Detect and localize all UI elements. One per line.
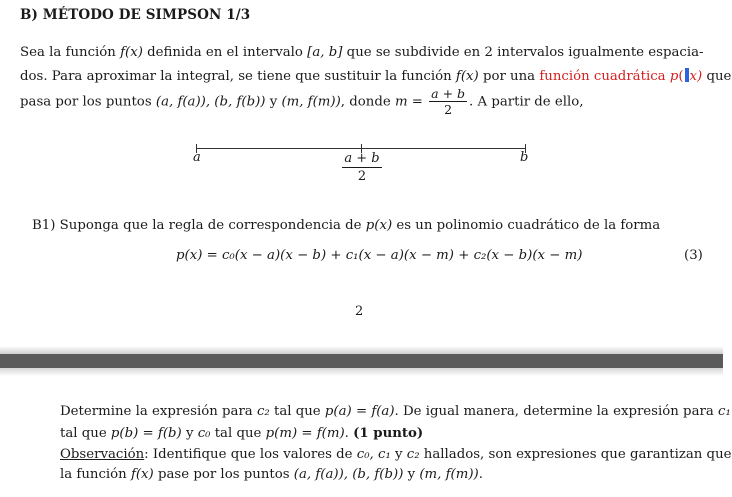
math-c1: c₁: [718, 404, 731, 419]
equation-3: p(x) = c₀(x − a)(x − b) + c₁(x − a)(x − m) + c₂(x − b)(x − m): [176, 248, 583, 263]
text: , donde: [340, 94, 395, 110]
text: y: [181, 426, 198, 441]
intro-line-1: [20, 42, 704, 64]
observation-label: Observación: [60, 447, 145, 462]
label-midpoint: [342, 150, 382, 186]
text: tal que: [60, 426, 111, 441]
intro-line-2: dos. Para aproximar la integral, se tiene que sustituir la función f(x) por una función cuadrática p( x) que: [20, 69, 732, 84]
text: Determine la expresión para: [60, 404, 257, 419]
text: que: [702, 69, 732, 84]
math-m-eq: m =: [394, 94, 428, 110]
math-c-values: c₀, c₁: [356, 447, 391, 462]
label-b: b: [520, 150, 529, 165]
label-a: a: [193, 150, 201, 165]
math-c2: c₂: [406, 447, 420, 462]
next-line-4: [60, 465, 483, 485]
mid-denominator: 2: [357, 169, 367, 184]
math-eq: p(b) = f(b): [110, 426, 182, 441]
page-number: 2: [355, 304, 364, 319]
text: y: [265, 94, 282, 110]
fraction-midpoint: [429, 87, 467, 117]
text: Suponga que la regla de correspondencia de: [55, 218, 366, 233]
text: por una: [478, 69, 540, 84]
text: pasa por los puntos: [20, 94, 156, 110]
text: tal que: [269, 404, 325, 419]
math-p: p: [669, 69, 679, 84]
equation-number: (3): [684, 248, 703, 263]
text: que se subdivide en 2 intervalos igualmente espacia-: [342, 45, 704, 60]
b1-label: B1): [32, 218, 56, 233]
text: . A partir de ello,: [469, 94, 584, 110]
page-separator: [0, 354, 723, 368]
text: . De igual manera, determine la expresión para: [394, 404, 719, 419]
math-fx: f(x): [130, 467, 154, 482]
highlight-quadratic-function: función cuadrática: [539, 69, 666, 84]
next-line-2: [60, 424, 423, 444]
b1-statement: [32, 215, 660, 237]
intro-line-3: [20, 87, 584, 117]
text: hallados, son expresiones que garantizan que: [419, 447, 732, 462]
text: tal que: [210, 426, 266, 441]
math-c2: c₂: [256, 404, 270, 419]
math-eq: p(m) = f(m): [265, 426, 345, 441]
text: la función: [60, 467, 131, 482]
text-cursor: [685, 68, 689, 82]
frac-numerator: a + b: [431, 86, 466, 101]
text: .: [344, 426, 354, 441]
next-line-3: [60, 445, 732, 465]
text: definida en el intervalo: [142, 45, 308, 60]
math-c0: c₀: [197, 426, 211, 441]
math-fx: f(x): [120, 45, 143, 60]
points-label: (1 punto): [353, 426, 424, 441]
section-title: B) MÉTODO DE SIMPSON 1/3: [20, 7, 251, 23]
text: Sea la función: [20, 45, 121, 60]
text: : Identifique que los valores de: [144, 447, 357, 462]
text: .: [478, 467, 483, 482]
text: dos. Para aproximar la integral, se tiene que sustituir la función: [20, 69, 456, 84]
text: pase por los puntos: [153, 467, 294, 482]
math-px: x): [689, 69, 703, 84]
math-points: (a, f(a)), (b, f(b)): [293, 467, 404, 482]
frac-denominator: 2: [444, 102, 453, 117]
page-break-shadow: [0, 368, 723, 376]
page-break-shadow: [0, 346, 723, 354]
text: es un polinomio cuadrático de la forma: [392, 218, 661, 233]
math-points: (a, f(a)), (b, f(b)): [155, 94, 266, 110]
math-fx: f(x): [455, 69, 479, 84]
math-interval: [a, b]: [307, 45, 343, 60]
math-eq: p(a) = f(a): [324, 404, 395, 419]
text: y: [403, 467, 420, 482]
next-line-1: [60, 402, 731, 422]
math-px: p(x): [365, 218, 393, 233]
text: y: [390, 447, 407, 462]
mid-numerator: a + b: [342, 150, 382, 168]
math-point-m: (m, f(m)): [281, 94, 341, 110]
math-point-m: (m, f(m)): [419, 467, 479, 482]
